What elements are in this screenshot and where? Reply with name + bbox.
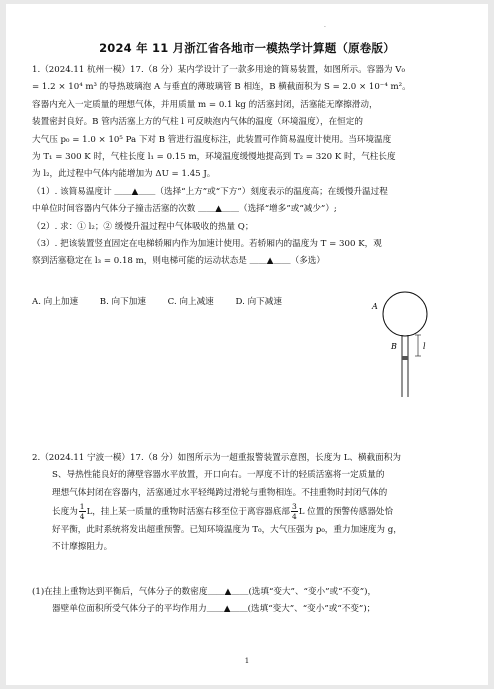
label-a: A	[372, 302, 378, 311]
problem-2-line: 好平衡，此时系统将发出超重预警。已知环境温度为 T₀，大气压强为 p₀，重力加速度为 g，	[52, 524, 402, 535]
problem-1-options	[32, 294, 362, 311]
line-text: 长度为	[52, 507, 78, 518]
problem-1-text	[32, 62, 478, 271]
label-b: B	[391, 342, 397, 351]
thermometer-figure	[366, 289, 466, 399]
problem-2-line: 2.（2024.11 宁波一模）17.（8 分）如图所示为一超重报警装置示意图，长度为 L、横截面积为	[32, 453, 401, 463]
document-page	[6, 4, 488, 685]
fraction-denominator: 4	[291, 512, 297, 522]
bulb-a	[383, 292, 427, 336]
question-line: (1)在挂上重物达到平衡后，气体分子的数密度＿＿▲＿＿(选填“变大”、“变小”或“不变”)，	[32, 587, 377, 597]
line-text: L 位置的预警传感器处恰	[298, 507, 394, 518]
fraction-numerator: 3	[291, 502, 297, 512]
option-b: B. 向下加速	[99, 297, 146, 307]
piston	[402, 356, 408, 360]
problem-1-line: 中单位时间容器内气体分子撞击活塞的次数 ＿＿▲＿＿（选择“增多”或“减少”）;	[32, 204, 337, 215]
option-a: A. 向上加速	[32, 297, 79, 307]
problem-1-line: （1）. 该简易温度计 ＿＿▲＿＿（选择“上方”或“下方”）刻度表示的温度高；在缓慢升温过程	[32, 186, 388, 197]
line-text: L，挂上某一质量的重物时活塞右移至位于离容器底部	[86, 507, 290, 518]
page-number: 1	[244, 657, 250, 665]
problem-1-line: 1.（2024.11 杭州一模）17.（8 分）某内学设计了一款多用途的简易装置，如图所示。容器为 V₀	[32, 65, 405, 75]
option-d: D. 向下减速	[235, 297, 282, 307]
label-l: l	[423, 342, 426, 351]
problem-1-line: 为 T₁ = 300 K 时，气柱长度 l₁ = 0.15 m，环境温度缓慢地提高到 T₂ = 320 K 时，气柱长度	[32, 152, 396, 163]
scan-dot: ·	[324, 24, 326, 31]
question-line: 器壁单位面积所受气体分子的平均作用力＿＿▲＿＿(选填“变大”、“变小”或“不变”)；	[52, 604, 376, 615]
option-c: C. 向上减速	[167, 297, 214, 307]
problem-2-questions	[32, 584, 478, 619]
problem-1-line: 大气压 p₀ = 1.0 × 10⁵ Pa 下对 B 管进行温度标注，此装置可作简易温度计使用。当环境温度	[32, 134, 392, 145]
problem-2-line: 理想气体封闭在容器内，活塞通过水平轻绳跨过滑轮与重物相连。不挂重物时封闭气体的	[52, 487, 388, 498]
problem-2-text	[32, 450, 478, 556]
problem-1-line: 为 l₂，此过程中气体内能增加为 ΔU = 1.45 J。	[32, 169, 216, 180]
problem-2-line: S、导热性能良好的薄壁容器水平放置，开口向右。一厚度不计的轻质活塞将一定质量的	[52, 470, 385, 481]
problem-1-line: 察到活塞稳定在 l₃ = 0.18 m，则电梯可能的运动状态是 ＿＿▲＿＿（多选）	[32, 256, 325, 267]
problem-2-line-fractions	[32, 502, 478, 521]
fraction-one-quarter	[79, 502, 86, 521]
fraction-denominator: 4	[79, 512, 85, 522]
page-title: 2024 年 11 月浙江省各地市一模热学计算题（原卷版）	[99, 41, 395, 55]
problem-1-line: = 1.2 × 10⁴ m³ 的导热玻璃泡 A 与垂直的薄玻璃管 B 相连，B 横截面积为 S = 2.0 × 10⁻⁴ m²。	[32, 82, 411, 93]
problem-1-line: 装置密封良好。B 管内活塞上方的气柱 l 可反映泡内气体的温度（环境温度），在恒定的	[32, 117, 363, 128]
fraction-numerator: 1	[79, 502, 85, 512]
problem-1-line: （3）. 把该装置竖直固定在电梯轿厢内作为加速计使用。若轿厢内的温度为 T = 300 K，观	[32, 239, 382, 250]
problem-2-line: 不计摩擦阻力。	[52, 542, 113, 553]
problem-1-line: （2）. 求：① l₂；② 缓慢升温过程中气体吸收的热量 Q；	[32, 221, 254, 232]
fraction-three-quarters	[291, 502, 298, 521]
problem-1-line: 容器内充入一定质量的理想气体，并用质量 m = 0.1 kg 的活塞封闭，活塞能无摩擦滑动，	[32, 99, 378, 110]
